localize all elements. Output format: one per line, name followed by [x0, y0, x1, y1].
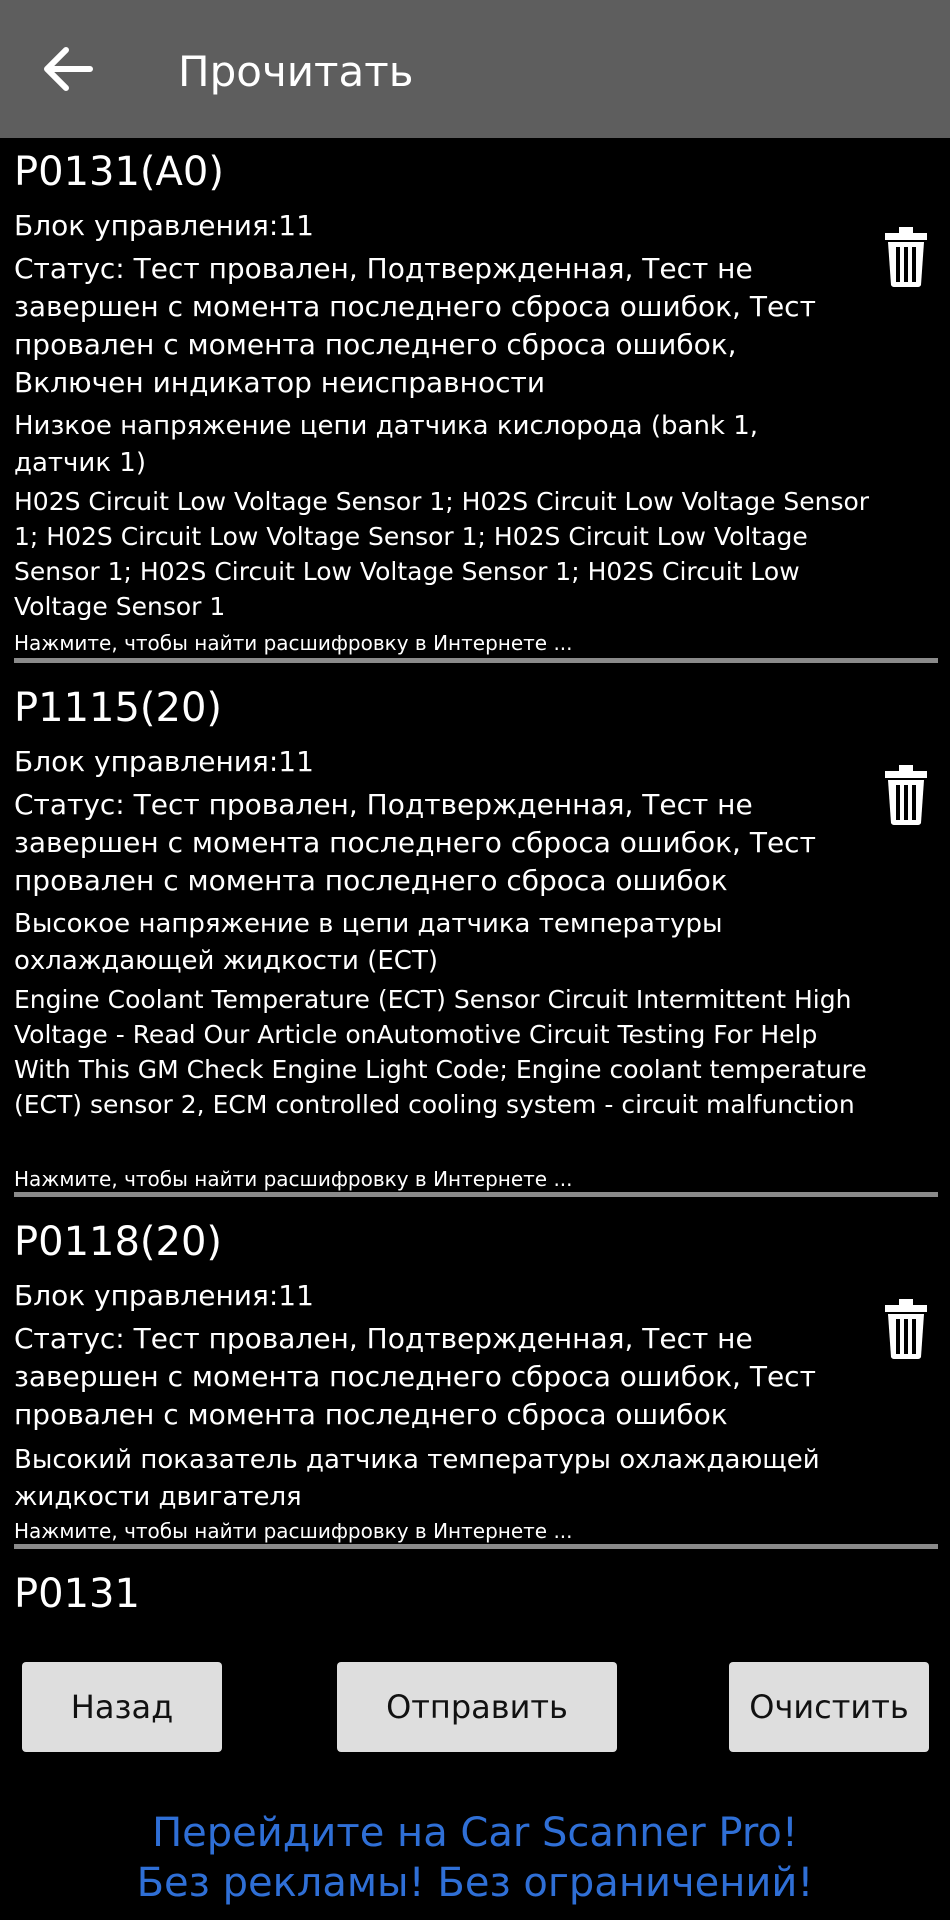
status-text: Статус: Тест провален, Подтвержденная, Тест не завершен с момента последнего сброса ошибок, Тест провален с момента последнего сброса ошибок, Включен индикатор неисправности	[14, 252, 816, 399]
page-title: Прочитать	[178, 47, 414, 96]
description-ru: Низкое напряжение цепи датчика кислорода (bank 1, датчик 1)	[14, 411, 759, 478]
description-ru: Высокий показатель датчика температуры охлаждающей жидкости двигателя	[14, 1445, 820, 1512]
divider	[14, 1544, 938, 1549]
trash-icon[interactable]	[884, 764, 928, 826]
search-online-link[interactable]: Нажмите, чтобы найти расшифровку в Интернете ...	[14, 1519, 573, 1543]
promo-banner[interactable]	[0, 1808, 950, 1908]
trash-icon[interactable]	[884, 1298, 928, 1360]
search-online-link[interactable]: Нажмите, чтобы найти расшифровку в Интернете ...	[14, 631, 573, 655]
ecu-label: Блок управления:11	[14, 745, 314, 778]
dtc-code: P1115(20)	[14, 685, 223, 731]
description-en: Engine Coolant Temperature (ECT) Sensor Circuit Intermittent High Voltage - Read Our Article onAutomotive Circuit Testing For Help With This GM Check Engine Light Code; Engine coolant temperature (ECT) sensor 2, ECM controlled cooling system - circuit malfunction	[14, 985, 867, 1119]
promo-line-2: Без рекламы! Без ограничений!	[136, 1860, 814, 1906]
back-button[interactable]: Назад	[22, 1662, 222, 1752]
dtc-code: P0118(20)	[14, 1219, 223, 1265]
search-online-link[interactable]: Нажмите, чтобы найти расшифровку в Интернете ...	[14, 1167, 573, 1191]
clear-button[interactable]: Очистить	[729, 1662, 929, 1752]
description-en: H02S Circuit Low Voltage Sensor 1; H02S Circuit Low Voltage Sensor 1; H02S Circuit Low Voltage Sensor 1; H02S Circuit Low Voltage Sensor 1; H02S Circuit Low Voltage Sensor 1; H02S Circuit Low Voltage Sensor 1	[14, 487, 870, 621]
back-arrow-icon[interactable]	[40, 44, 96, 94]
ecu-label: Блок управления:11	[14, 209, 314, 242]
divider	[14, 658, 938, 663]
status-text: Статус: Тест провален, Подтвержденная, Тест не завершен с момента последнего сброса ошибок, Тест провален с момента последнего сброса ошибок	[14, 1322, 816, 1431]
ecu-label: Блок управления:11	[14, 1279, 314, 1312]
divider	[14, 1192, 938, 1197]
description-ru: Высокое напряжение в цепи датчика температуры охлаждающей жидкости (ECT)	[14, 909, 723, 976]
app-bar	[0, 0, 950, 138]
promo-line-1: Перейдите на Car Scanner Pro!	[152, 1810, 798, 1856]
status-text: Статус: Тест провален, Подтвержденная, Тест не завершен с момента последнего сброса ошибок, Тест провален с момента последнего сброса ошибок	[14, 788, 816, 897]
dtc-code: P0131(A0)	[14, 149, 224, 195]
send-button[interactable]: Отправить	[337, 1662, 617, 1752]
current-dtc-code: P0131	[14, 1571, 140, 1617]
trash-icon[interactable]	[884, 226, 928, 288]
